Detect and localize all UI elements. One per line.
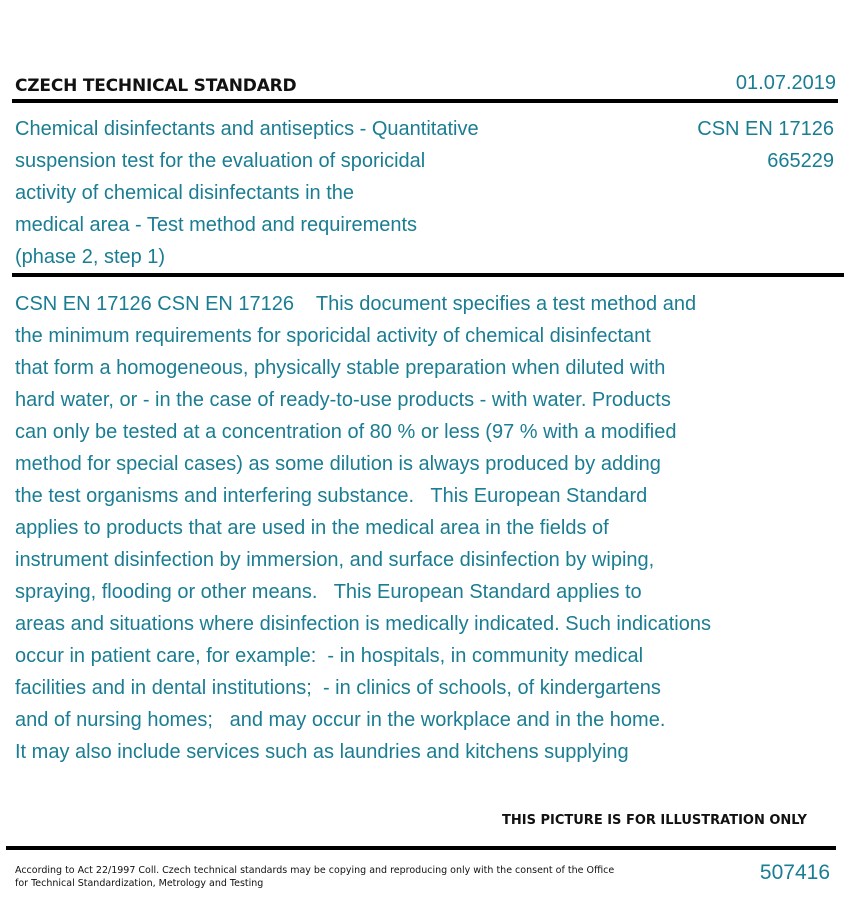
title-line: (phase 2, step 1) xyxy=(15,246,166,268)
abstract-line: CSN EN 17126 CSN EN 17126 This document specifies a test method and xyxy=(15,293,697,315)
abstract-line: occur in patient care, for example: - in hospitals, in community medical xyxy=(15,645,644,667)
abstract-line: applies to products that are used in the medical area in the fields of xyxy=(15,517,609,539)
abstract-line: instrument disinfection by immersion, and surface disinfection by wiping, xyxy=(15,549,655,571)
abstract-line: can only be tested at a concentration of 80 % or less (97 % with a modified xyxy=(15,421,677,443)
standard-codes xyxy=(697,113,834,177)
abstract-line: hard water, or - in the case of ready-to-use products - with water. Products xyxy=(15,389,671,411)
abstract-line: It may also include services such as laundries and kitchens supplying xyxy=(15,741,629,763)
abstract-line: facilities and in dental institutions; - in clinics of schools, of kindergartens xyxy=(15,677,661,699)
publication-date: 01.07.2019 xyxy=(735,72,836,94)
classification-code: 665229 xyxy=(767,150,834,172)
title-line: activity of chemical disinfectants in the xyxy=(15,182,355,204)
legal-line: According to Act 22/1997 Coll. Czech technical standards may be copying and reproducing only with the consent of the Office xyxy=(15,865,615,876)
title-line: suspension test for the evaluation of sporicidal xyxy=(15,150,426,172)
abstract-line: areas and situations where disinfection is medically indicated. Such indications xyxy=(15,613,711,635)
illustration-disclaimer: THIS PICTURE IS FOR ILLUSTRATION ONLY xyxy=(502,813,807,828)
standard-title xyxy=(15,113,575,273)
header-label: CZECH TECHNICAL STANDARD xyxy=(15,76,297,96)
abstract-line: that form a homogeneous, physically stable preparation when diluted with xyxy=(15,357,666,379)
legal-notice xyxy=(15,864,615,890)
abstract-line: method for special cases) as some dilution is always produced by adding xyxy=(15,453,661,475)
abstract-line: and of nursing homes; and may occur in the workplace and in the home. xyxy=(15,709,666,731)
title-divider xyxy=(12,273,844,277)
abstract-line: the test organisms and interfering substance. This European Standard xyxy=(15,485,648,507)
header-divider xyxy=(12,99,838,103)
title-line: Chemical disinfectants and antiseptics - Quantitative xyxy=(15,118,479,140)
abstract-text xyxy=(15,288,805,768)
document-number: 507416 xyxy=(759,861,830,884)
abstract-line: the minimum requirements for sporicidal activity of chemical disinfectant xyxy=(15,325,651,347)
abstract-line: spraying, flooding or other means. This European Standard applies to xyxy=(15,581,642,603)
footer-divider xyxy=(6,846,836,850)
legal-line: for Technical Standardization, Metrology and Testing xyxy=(15,878,264,889)
standard-code: CSN EN 17126 xyxy=(697,118,834,140)
title-line: medical area - Test method and requirements xyxy=(15,214,418,236)
